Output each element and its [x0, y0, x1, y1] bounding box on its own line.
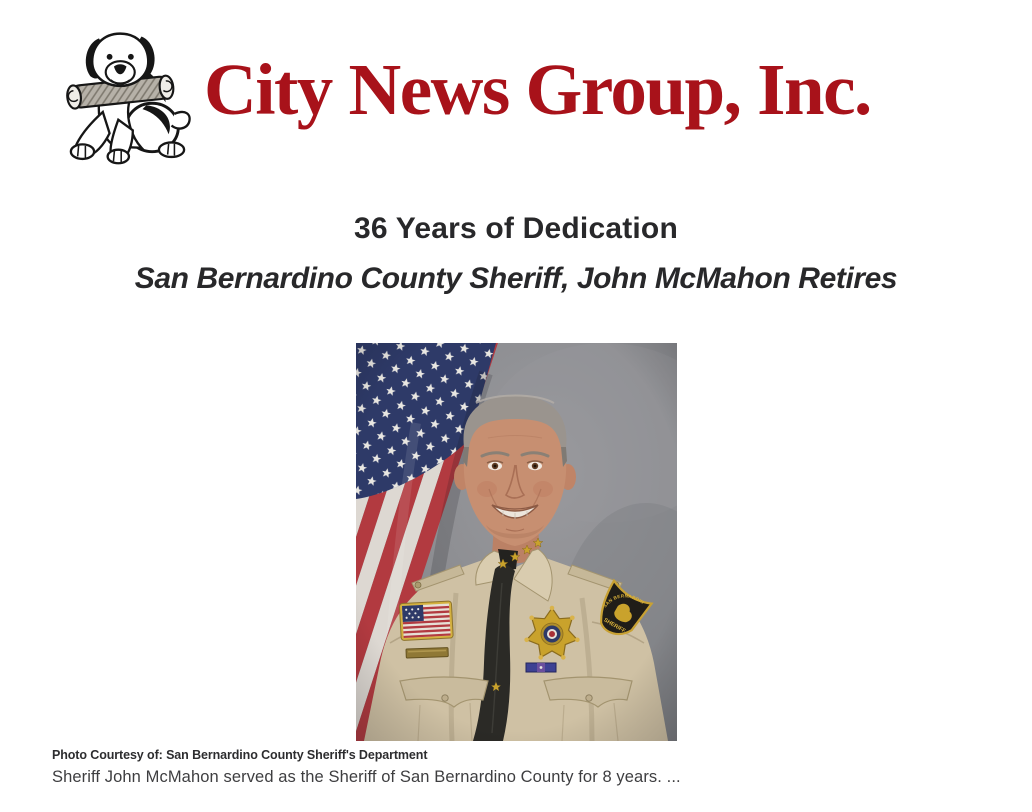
article-photo-figure [0, 343, 1032, 762]
dog-with-newspaper-icon [54, 21, 200, 171]
article-body-preview: Sheriff John McMahon served as the Sheriff of San Bernardino County for 8 years. ... [52, 768, 681, 786]
article [0, 212, 1032, 787]
article-title: 36 Years of Dedication [354, 212, 678, 245]
sheriff-portrait-photo [356, 343, 677, 741]
article-subtitle: San Bernardino County Sheriff, John McMahon Retires [134, 262, 898, 295]
photo-credit: Photo Courtesy of: San Bernardino County Sheriff's Department [52, 748, 428, 762]
site-header [0, 0, 1032, 172]
site-logo-text: City News Group, Inc. [204, 48, 871, 130]
site-logo[interactable] [54, 21, 871, 171]
